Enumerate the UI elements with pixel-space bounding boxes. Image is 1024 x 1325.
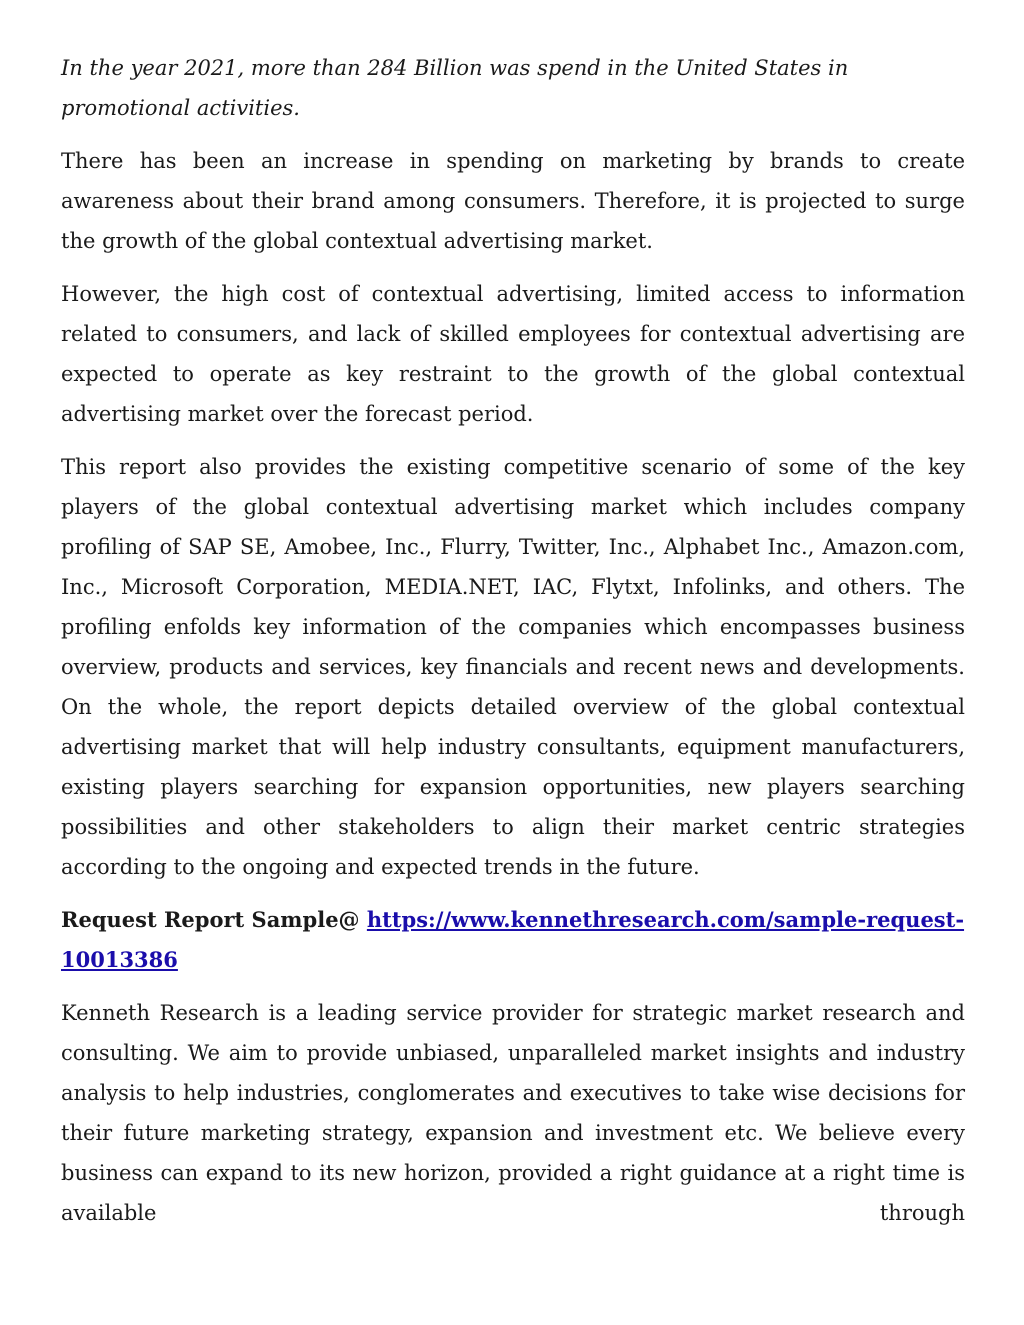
- request-sample-label: Request Report Sample@: [61, 907, 360, 932]
- spending-paragraph: There has been an increase in spending on marketing by brands to create awareness about their brand among consumers. Therefore, it is projected to surge the growth of the global contextual advertising market.: [61, 149, 965, 253]
- document-page: [61, 48, 965, 1246]
- request-sample-line: [61, 900, 965, 980]
- restraints-paragraph: However, the high cost of contextual advertising, limited access to information related to consumers, and lack of skilled employees for contextual advertising are expected to operate as key restraint to the growth of the global contextual advertising market over the forecast period.: [61, 282, 965, 426]
- players-paragraph: This report also provides the existing competitive scenario of some of the key players of the global contextual advertising market which includes company profiling of SAP SE, Amobee, Inc., Flurry, Twitter, Inc., Alphabet Inc., Amazon.com, Inc., Microsoft Corporation, MEDIA.NET, IAC, Flytxt, Infolinks, and others. The profiling enfolds key information of the companies which encompasses business overview, products and services, key financials and recent news and developments. On the whole, the report depicts detailed overview of the global contextual advertising market that will help industry consultants, equipment manufacturers, existing players searching for expansion opportunities, new players searching possibilities and other stakeholders to align their market centric strategies according to the ongoing and expected trends in the future.: [61, 455, 965, 879]
- sample-request-link[interactable]: https://www.kennethresearch.com/sample-request-10013386: [61, 907, 965, 972]
- intro-paragraph: In the year 2021, more than 284 Billion was spend in the United States in promotional activities.: [61, 56, 849, 120]
- about-paragraph: Kenneth Research is a leading service provider for strategic market research and consulting. We aim to provide unbiased, unparalleled market insights and industry analysis to help industries, conglomerates and executives to take wise decisions for their future marketing strategy, expansion and investment etc. We believe every business can expand to its new horizon, provided a right guidance at a right time is available through: [61, 1001, 965, 1225]
